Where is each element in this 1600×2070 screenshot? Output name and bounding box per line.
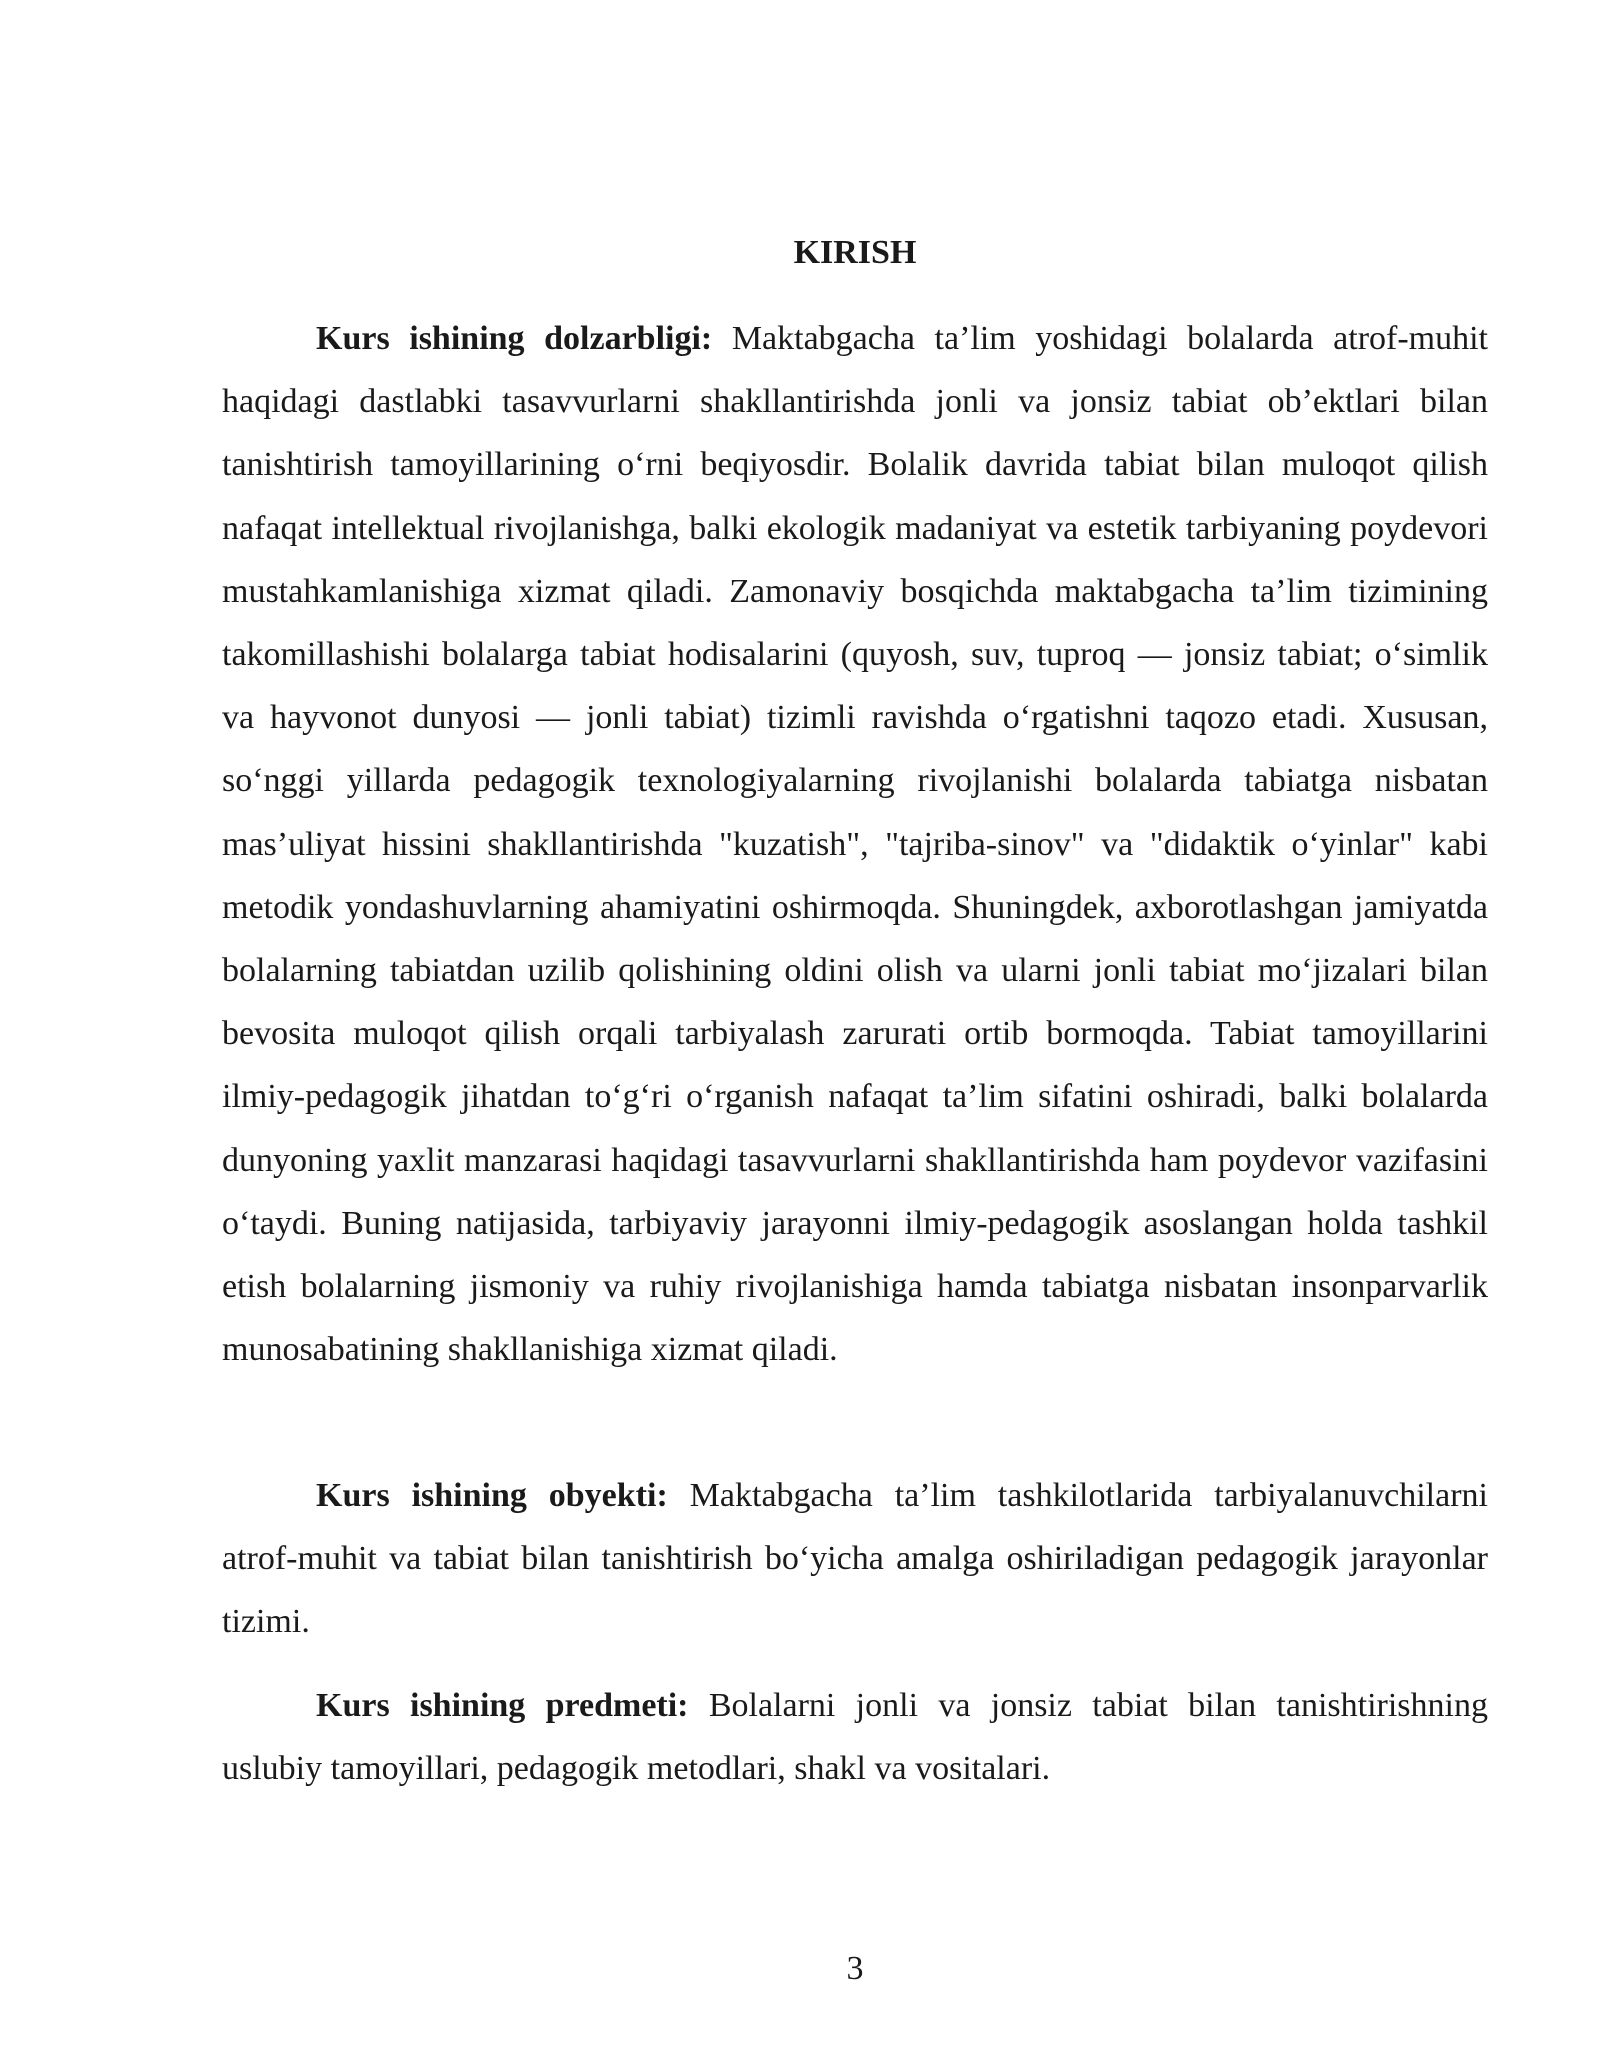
subject-label: Kurs ishining predmeti:	[316, 1687, 689, 1724]
subject-text: Bolalarni jonli va jonsiz tabiat bilan tanishtirishning uslubiy tamoyillari, pedagogik metodlari, shakl va vositalari.	[222, 1687, 1488, 1788]
document-page	[222, 0, 1488, 2070]
object-label: Kurs ishining obyekti:	[316, 1477, 668, 1514]
page-number: 3	[846, 1950, 864, 1987]
page-heading: KIRISH	[793, 234, 917, 271]
object-paragraph	[222, 1464, 1488, 1654]
relevance-text: Maktabgacha ta’lim yoshidagi bolalarda atrof-muhit haqidagi dastlabki tasavvurlarni shakllantirishda jonli va jonsiz tabiat ob’ektlari bilan tanishtirish tamoyillarining o‘rni beqiyosdir. Bolalik davrida tabiat bilan muloqot qilish nafaqat intellektual rivojlanishga, balki ekologik madaniyat va estetik tarbiyaning poydevori mustahkamlanishiga xizmat qiladi. Zamonaviy bosqichda maktabgacha ta’lim tizimining takomillashishi bolalarga tabiat hodisalarini (quyosh, suv, tuproq — jonsiz tabiat; o‘simlik va hayvonot dunyosi — jonli tabiat) tizimli ravishda o‘rgatishni taqozo etadi. Xususan, so‘nggi yillarda pedagogik texnologiyalarning rivojlanishi bolalarda tabiatga nisbatan mas’uliyat hissini shakllantirishda "kuzatish", "tajriba-sinov" va "didaktik o‘yinlar" kabi metodik yondashuvlarning ahamiyatini oshirmoqda. Shuningdek, axborotlashgan jamiyatda bolalarning tabiatdan uzilib qolishining oldini olish va ularni jonli tabiat mo‘jizalari bilan bevosita muloqot qilish orqali tarbiyalash zarurati ortib bormoqda. Tabiat tamoyillarini ilmiy-pedagogik jihatdan to‘g‘ri o‘rganish nafaqat ta’lim sifatini oshiradi, balki bolalarda dunyoning yaxlit manzarasi haqidagi tasavvurlarni shakllantirishda ham poydevor vazifasini o‘taydi. Buning natijasida, tarbiyaviy jarayonni ilmiy-pedagogik asoslangan holda tashkil etish bolalarning jismoniy va ruhiy rivojlanishiga hamda tabiatga nisbatan insonparvarlik munosabatining shakllanishiga xizmat qiladi.	[222, 320, 1489, 1369]
relevance-paragraph	[222, 307, 1488, 1381]
object-text: Maktabgacha ta’lim tashkilotlarida tarbiyalanuvchilarni atrof-muhit va tabiat bilan tanishtirish bo‘yicha amalga oshiriladigan pedagogik jarayonlar tizimi.	[222, 1477, 1488, 1641]
subject-paragraph	[222, 1674, 1488, 1800]
relevance-label: Kurs ishining dolzarbligi:	[316, 320, 713, 357]
